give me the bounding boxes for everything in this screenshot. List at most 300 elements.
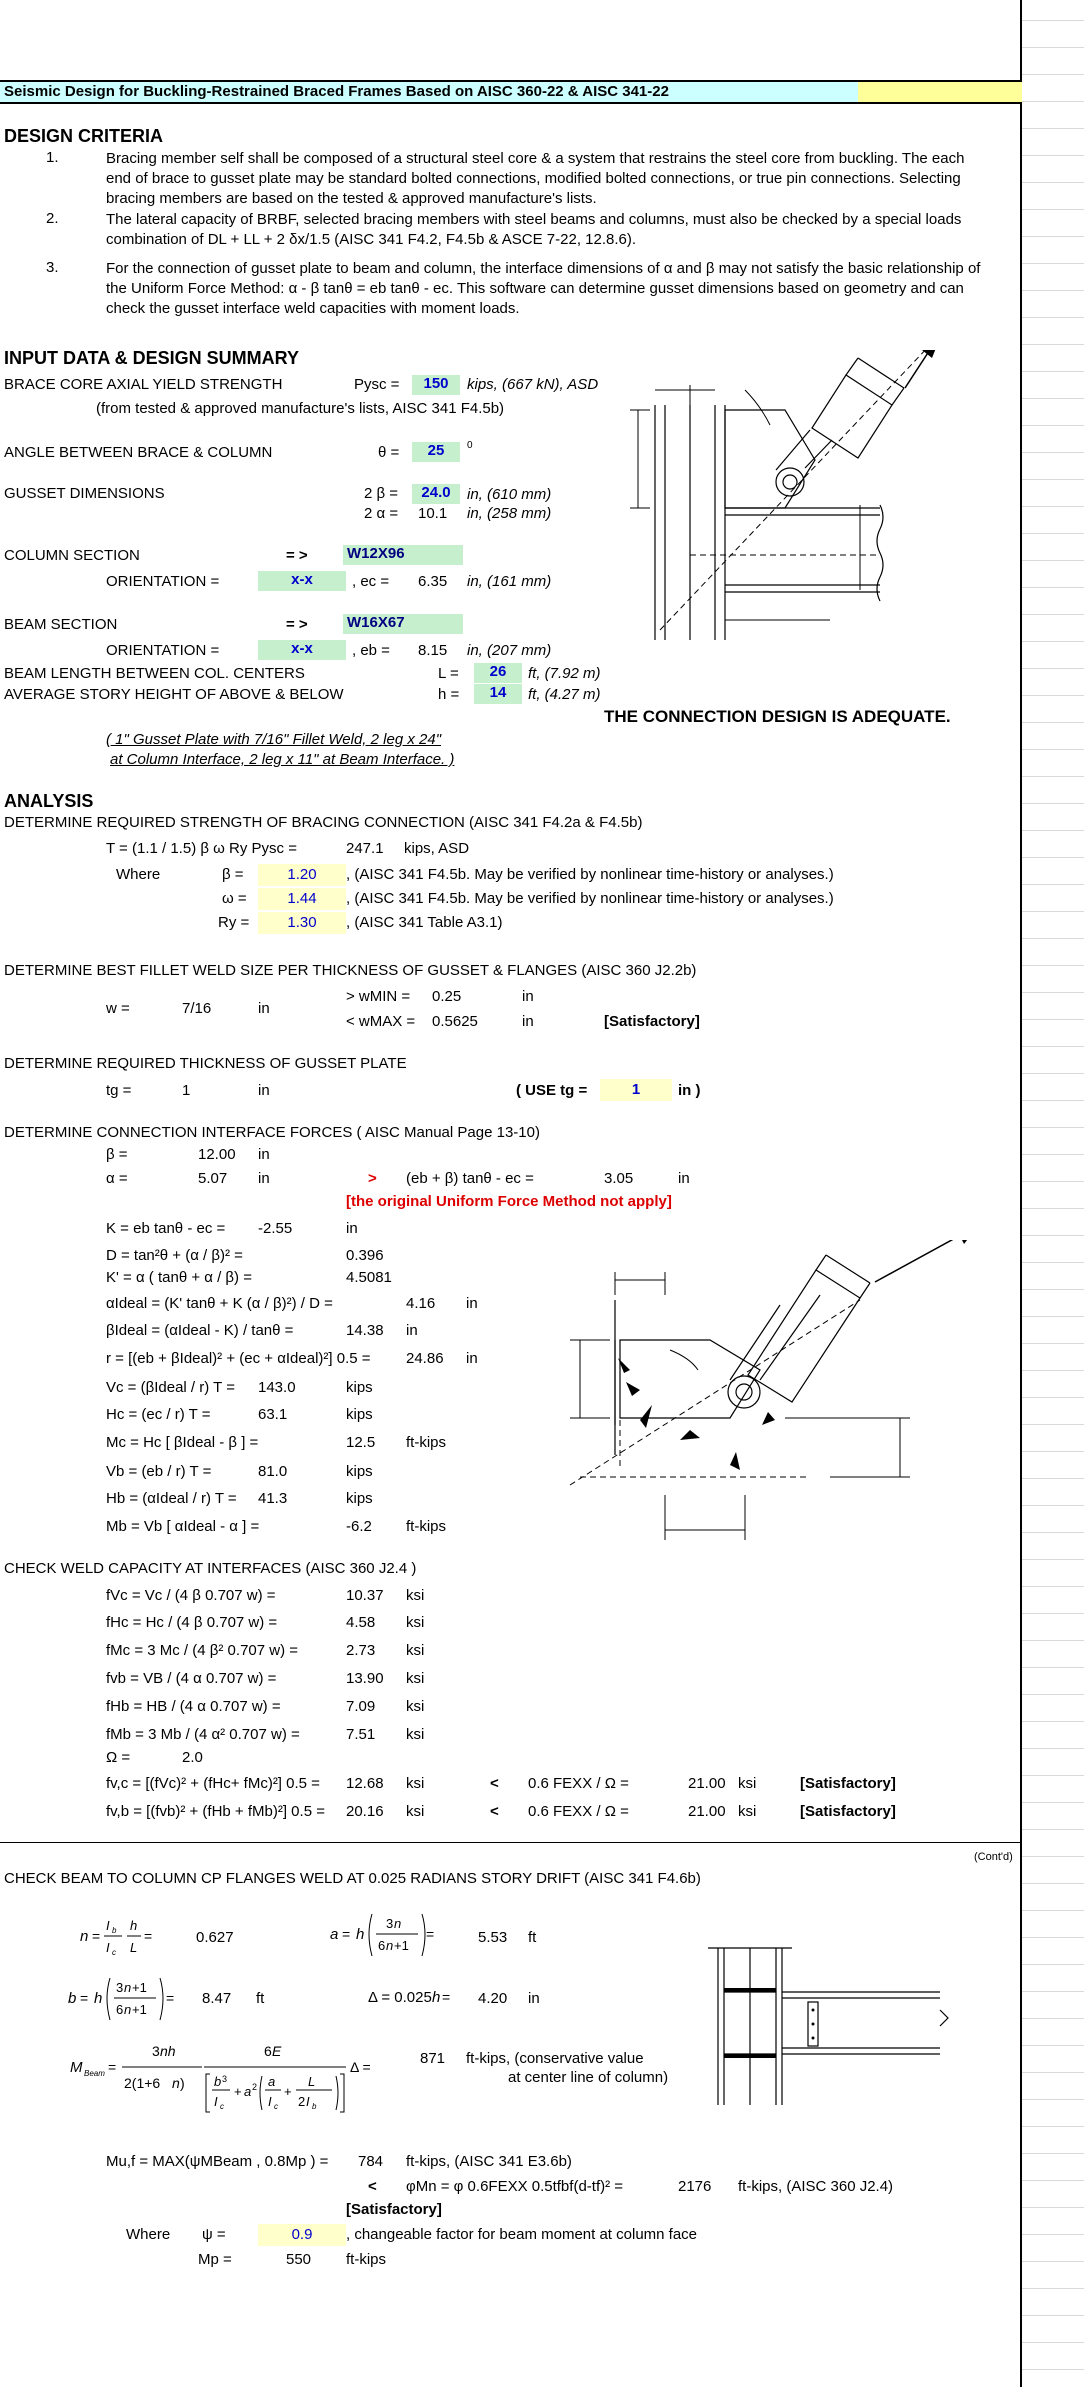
- svg-text:n: n: [394, 1916, 402, 1931]
- grid-line: [1022, 1694, 1084, 1695]
- svg-text:2(1+6: 2(1+6: [124, 2075, 161, 2091]
- svg-text:=: =: [166, 1990, 175, 2006]
- f-beta-symbol: β =: [106, 1146, 128, 1163]
- beta-symbol: β =: [222, 866, 244, 883]
- r-expr: r = [(eb + βIdeal)² + (ec + αIdeal)²] 0.5 =: [106, 1350, 371, 1367]
- grid-line: [1022, 1721, 1084, 1722]
- grid-line: [1022, 1478, 1084, 1479]
- Mc-value: 12.5: [346, 1434, 376, 1451]
- svg-text:+: +: [284, 2084, 292, 2099]
- grid-line: [1022, 1937, 1084, 1938]
- grid-line: [1022, 1829, 1084, 1830]
- omega-factor-symbol: Ω =: [106, 1749, 131, 1766]
- fHb-unit: ksi: [406, 1698, 425, 1715]
- pysc-input[interactable]: 150: [412, 375, 460, 395]
- theta-input[interactable]: 25: [412, 442, 460, 462]
- Vc-value: 143.0: [258, 1379, 296, 1396]
- degree-unit: 0: [467, 440, 473, 451]
- beta-ideal-unit: in: [406, 1322, 418, 1339]
- beta-ideal-value: 14.38: [346, 1322, 384, 1339]
- page-border: [1020, 0, 1022, 2387]
- grid-line: [1022, 1127, 1084, 1128]
- grid-line: [1022, 749, 1084, 750]
- Vb-value: 81.0: [258, 1463, 288, 1480]
- Ry-input[interactable]: 1.30: [258, 912, 346, 934]
- beta-note: , (AISC 341 F4.5b. May be verified by nonlinear time-history or analyses.): [346, 866, 834, 883]
- page-title: Seismic Design for Buckling-Restrained Braced Frames Based on AISC 360-22 & AISC 341-22: [4, 83, 669, 100]
- grid-line: [1022, 1856, 1084, 1857]
- grid-line: [1022, 20, 1084, 21]
- r-value: 24.86: [406, 1350, 444, 1367]
- grid-line: [1022, 1586, 1084, 1587]
- grid-line: [1022, 1316, 1084, 1317]
- grid-line: [1022, 263, 1084, 264]
- summary-line-1: ( 1" Gusset Plate with 7/16" Fillet Weld, 2 leg x 24": [106, 731, 442, 748]
- svg-text:+1: +1: [394, 1938, 409, 1953]
- grid-line: [1022, 1883, 1084, 1884]
- grid-line: [1022, 101, 1084, 102]
- Vb-expr: Vb = (eb / r) T =: [106, 1463, 212, 1480]
- D-value: 0.396: [346, 1247, 384, 1264]
- psi-note: , changeable factor for beam moment at column face: [346, 2226, 698, 2243]
- brace-label: BRACE CORE AXIAL YIELD STRENGTH: [4, 376, 283, 393]
- grid-line: [1022, 1910, 1084, 1911]
- use-tg-input[interactable]: 1: [600, 1079, 672, 1101]
- criteria-text-2: The lateral capacity of BRBF, selected bracing members with steel beams and columns, must also be checked by a special loads combination of DL + LL + 2 δx/1.5 (AISC 341 F4.2, F4.5b & ASCE 7-22, 12.8.6).: [106, 211, 962, 248]
- tg-unit: in: [258, 1082, 270, 1099]
- column-orientation-input[interactable]: x-x: [258, 571, 346, 591]
- criteria-text-3: For the connection of gusset plate to beam and column, the interface dimensions of α and β may not satisfy the basic relationship of the Uniform Force Method: α - β tanθ = eb tanθ - ec. This software can determine gusset dimensions based on geometry and can check the gusset interface weld capacities with moment loads.: [106, 260, 981, 317]
- T-expr: T = (1.1 / 1.5) β ω Ry Pysc =: [106, 840, 297, 857]
- flange-weld-status: [Satisfactory]: [346, 2201, 442, 2218]
- criteria-text-1: Bracing member self shall be composed of a structural steel core & a system that restrains the steel core from buckling. The each end of brace to gusset plate may be standard bolted connections, modified bolted connections, or true pin connections. Selecting bracing members are based on the tested & approved manufacture's lists.: [106, 150, 965, 207]
- grid-line: [1022, 2126, 1084, 2127]
- grid-line: [1022, 1667, 1084, 1668]
- svg-text:3: 3: [222, 2074, 228, 2084]
- ec-value: 6.35: [418, 573, 448, 590]
- svg-text:+1: +1: [132, 2002, 147, 2017]
- Ry-symbol: Ry =: [218, 914, 250, 931]
- grid-line: [1022, 803, 1084, 804]
- Ry-note: , (AISC 341 Table A3.1): [346, 914, 503, 931]
- muf-value: 784: [358, 2153, 384, 2170]
- lt-sign-3: <: [368, 2178, 377, 2195]
- grid-line: [1022, 1370, 1084, 1371]
- gusset-label: GUSSET DIMENSIONS: [4, 485, 165, 502]
- grid-line: [1022, 965, 1084, 966]
- h-input[interactable]: 14: [474, 684, 522, 704]
- grid-line: [1022, 452, 1084, 453]
- phimn-expr: φMn = φ 0.6FEXX 0.5tfbf(d-tf)² =: [406, 2178, 624, 2195]
- omega-factor-value: 2.0: [182, 1749, 203, 1766]
- grid-line: [1022, 1046, 1084, 1047]
- grid-line: [1022, 1775, 1084, 1776]
- svg-text:I: I: [268, 2094, 272, 2109]
- svg-text:n: n: [80, 1928, 89, 1945]
- fvc-combined-unit: ksi: [406, 1775, 425, 1792]
- fMb-value: 7.51: [346, 1726, 376, 1743]
- beam-label: BEAM SECTION: [4, 616, 118, 633]
- grid-line: [1022, 2153, 1084, 2154]
- wmin-value: 0.25: [432, 988, 462, 1005]
- grid-line: [1022, 290, 1084, 291]
- grid-line: [1022, 641, 1084, 642]
- phimn-unit: ft-kips, (AISC 360 J2.4): [738, 2178, 894, 2195]
- compare-expr: (eb + β) tanθ - ec =: [406, 1170, 534, 1187]
- phimn-value: 2176: [678, 2178, 712, 2195]
- svg-text:Δ = 0.025: Δ = 0.025: [368, 1989, 432, 2006]
- svg-text:=: =: [92, 1928, 101, 1944]
- svg-text:=: =: [442, 1989, 451, 2005]
- forces-heading: DETERMINE CONNECTION INTERFACE FORCES ( AISC Manual Page 13-10): [4, 1124, 540, 1141]
- delta-value: 4.20: [478, 1990, 508, 2007]
- n-value: 0.627: [196, 1929, 234, 1946]
- w-symbol: w =: [106, 1000, 130, 1017]
- grid-line: [1022, 1748, 1084, 1749]
- grid-line: [1022, 128, 1084, 129]
- svg-text:+1: +1: [132, 1980, 147, 1995]
- svg-text:h: h: [130, 1918, 138, 1933]
- grid-line: [1022, 695, 1084, 696]
- fMb-expr: fMb = 3 Mb / (4 α² 0.707 w) =: [106, 1726, 300, 1743]
- K-unit: in: [346, 1220, 358, 1237]
- alpha2-value: 10.1: [418, 505, 448, 522]
- T-value: 247.1: [346, 840, 384, 857]
- grid-line: [1022, 1181, 1084, 1182]
- svg-text:b: b: [112, 1926, 117, 1935]
- n-formula: [78, 1908, 168, 1964]
- grid-line: [1022, 2261, 1084, 2262]
- summary-line-2: at Column Interface, 2 leg x 11" at Beam Interface. ): [110, 751, 455, 768]
- weld-size-status: [Satisfactory]: [604, 1013, 700, 1030]
- compare-value: 3.05: [604, 1170, 634, 1187]
- Kp-value: 4.5081: [346, 1269, 392, 1286]
- greater-than: >: [368, 1170, 377, 1187]
- grid-line: [1022, 1154, 1084, 1155]
- fMc-unit: ksi: [406, 1642, 425, 1659]
- weld-size-heading: DETERMINE BEST FILLET WELD SIZE PER THICKNESS OF GUSSET & FLANGES (AISC 360 J2.2b): [4, 962, 697, 979]
- grid-line: [1022, 1289, 1084, 1290]
- criteria-heading: DESIGN CRITERIA: [4, 126, 164, 146]
- grid-line: [1022, 776, 1084, 777]
- grid-line: [1022, 74, 1084, 75]
- Hb-value: 41.3: [258, 1490, 288, 1507]
- grid-line: [1022, 1397, 1084, 1398]
- grid-line: [1022, 1451, 1084, 1452]
- muf-expr: Mu,f = MAX(ψMBeam , 0.8Mp ) =: [106, 2153, 329, 2170]
- alpha2-unit: in, (258 mm): [467, 505, 552, 522]
- fvc-unit: ksi: [406, 1587, 425, 1604]
- grid-line: [1022, 1802, 1084, 1803]
- Hc-value: 63.1: [258, 1406, 288, 1423]
- grid-line: [1022, 857, 1084, 858]
- grid-line: [1022, 182, 1084, 183]
- grid-line: [1022, 1343, 1084, 1344]
- Kp-expr: K' = α ( tanθ + α / β) =: [106, 1269, 252, 1286]
- muf-unit: ft-kips, (AISC 341 E3.6b): [406, 2153, 572, 2170]
- b-value: 8.47: [202, 1990, 232, 2007]
- svg-text:E: E: [272, 2043, 282, 2059]
- beam-section-input[interactable]: W16X67: [343, 614, 463, 634]
- svg-text:n: n: [172, 2075, 180, 2091]
- fvc-combined-expr: fv,c = [(fVc)² + (fHc+ fMc)²] 0.5 =: [106, 1775, 320, 1792]
- L-unit: ft, (7.92 m): [528, 665, 601, 682]
- svg-text:h: h: [94, 1990, 103, 2007]
- a-unit: ft: [528, 1929, 537, 1946]
- svg-text:2: 2: [298, 2094, 306, 2109]
- svg-text:c: c: [220, 2102, 224, 2111]
- fHc-value: 4.58: [346, 1614, 376, 1631]
- grid-line: [1022, 317, 1084, 318]
- column-orientation-label: ORIENTATION =: [106, 573, 220, 590]
- alpha-ideal-value: 4.16: [406, 1295, 436, 1312]
- Mc-expr: Mc = Hc [ βIdeal - β ] =: [106, 1434, 259, 1451]
- grid-line: [1022, 47, 1084, 48]
- r-unit: in: [466, 1350, 478, 1367]
- grid-line: [1022, 2234, 1084, 2235]
- grid-line: [1022, 884, 1084, 885]
- lt-sign-2: <: [490, 1803, 499, 1820]
- svg-text:n: n: [386, 1938, 394, 1953]
- grid-line: [1022, 1991, 1084, 1992]
- column-weld-status: [Satisfactory]: [800, 1775, 896, 1792]
- grid-line: [1022, 2072, 1084, 2073]
- beam-weld-status: [Satisfactory]: [800, 1803, 896, 1820]
- criteria-num-1: 1.: [46, 149, 59, 166]
- b-formula: [66, 1968, 180, 2028]
- fvc-value: 10.37: [346, 1587, 384, 1604]
- mbeam-formula: [68, 2030, 388, 2114]
- f-alpha-symbol: α =: [106, 1170, 128, 1187]
- svg-text:nh: nh: [160, 2043, 176, 2059]
- grid-line: [1022, 398, 1084, 399]
- h-symbol: h =: [438, 686, 460, 703]
- f-beta-value: 12.00: [198, 1146, 236, 1163]
- cap-expr-1: 0.6 FEXX / Ω =: [528, 1775, 629, 1792]
- use-tg-close: in ): [678, 1082, 701, 1099]
- drift-where-label: Where: [126, 2226, 171, 2243]
- input-heading: INPUT DATA & DESIGN SUMMARY: [4, 348, 299, 368]
- fvb-unit: ksi: [406, 1670, 425, 1687]
- grid-line: [1022, 560, 1084, 561]
- svg-text:b: b: [214, 2074, 222, 2089]
- grid-line: [1022, 1613, 1084, 1614]
- adequacy-status: THE CONNECTION DESIGN IS ADEQUATE.: [604, 707, 951, 726]
- svg-text:): ): [180, 2075, 185, 2091]
- beam-arrow: = >: [286, 616, 308, 633]
- svg-text:3: 3: [386, 1916, 394, 1931]
- fMc-expr: fMc = 3 Mc / (4 β² 0.707 w) =: [106, 1642, 299, 1659]
- grid-line: [1022, 425, 1084, 426]
- L-input[interactable]: 26: [474, 663, 522, 683]
- analysis-heading: ANALYSIS: [4, 791, 94, 811]
- psi-symbol: ψ =: [202, 2226, 226, 2243]
- f-alpha-value: 5.07: [198, 1170, 228, 1187]
- lt-sign-1: <: [490, 1775, 499, 1792]
- grid-line: [1022, 668, 1084, 669]
- grid-line: [1022, 992, 1084, 993]
- fvb-combined-value: 20.16: [346, 1803, 384, 1820]
- grid-line: [1022, 938, 1084, 939]
- omega-note: , (AISC 341 F4.5b. May be verified by nonlinear time-history or analyses.): [346, 890, 834, 907]
- fvc-expr: fVc = Vc / (4 β 0.707 w) =: [106, 1587, 276, 1604]
- svg-text:6: 6: [116, 2002, 124, 2017]
- Vb-unit: kips: [346, 1463, 373, 1480]
- Mc-unit: ft-kips: [406, 1434, 447, 1451]
- brace-note: (from tested & approved manufacture's lists, AISC 341 F4.5b): [96, 400, 505, 417]
- grid-line: [1022, 1559, 1084, 1560]
- interface-forces-diagram: [530, 1240, 1020, 1570]
- fvb-combined-unit: ksi: [406, 1803, 425, 1820]
- wmax-symbol: < wMAX =: [346, 1013, 416, 1030]
- where-label: Where: [116, 866, 161, 883]
- beam-column-diagram: [700, 1940, 960, 2110]
- gusset-thickness-heading: DETERMINE REQUIRED THICKNESS OF GUSSET PLATE: [4, 1055, 407, 1072]
- fHc-unit: ksi: [406, 1614, 425, 1631]
- svg-text:=: =: [80, 1990, 89, 2006]
- grid-line: [1022, 722, 1084, 723]
- grid-line: [1022, 587, 1084, 588]
- Mb-value: -6.2: [346, 1518, 372, 1535]
- cap-value-1: 21.00: [688, 1775, 726, 1792]
- svg-text:I: I: [306, 2094, 310, 2109]
- alpha2-symbol: 2 α =: [364, 505, 399, 522]
- cap-unit-1: ksi: [738, 1775, 757, 1792]
- beta-input[interactable]: 1.20: [258, 864, 346, 886]
- tg-value: 1: [182, 1082, 191, 1099]
- f-beta-unit: in: [258, 1146, 270, 1163]
- svg-text:3: 3: [152, 2043, 160, 2059]
- svg-text:2: 2: [252, 2082, 258, 2092]
- svg-text:=: =: [144, 1928, 153, 1944]
- grid-line: [1022, 1019, 1084, 1020]
- K-expr: K = eb tanθ - ec =: [106, 1220, 226, 1237]
- grid-line: [1022, 155, 1084, 156]
- weld-capacity-heading: CHECK WELD CAPACITY AT INTERFACES (AISC 360 J2.4 ): [4, 1560, 417, 1577]
- b-unit: ft: [256, 1990, 265, 2007]
- pysc-unit: kips, (667 kN), ASD: [467, 376, 599, 393]
- criteria-num-2: 2.: [46, 210, 59, 227]
- cap-expr-2: 0.6 FEXX / Ω =: [528, 1803, 629, 1820]
- grid-line: [1022, 1532, 1084, 1533]
- beam-orientation-input[interactable]: x-x: [258, 640, 346, 660]
- psi-input[interactable]: 0.9: [258, 2224, 346, 2246]
- svg-text:L: L: [308, 2074, 316, 2089]
- fHb-value: 7.09: [346, 1698, 376, 1715]
- svg-text:Δ =: Δ =: [350, 2059, 371, 2075]
- Hb-expr: Hb = (αIdeal / r) T =: [106, 1490, 237, 1507]
- svg-text:L: L: [130, 1940, 138, 1955]
- use-tg-open: ( USE tg =: [516, 1082, 588, 1099]
- svg-text:=: =: [426, 1926, 435, 1942]
- grid-line: [1022, 533, 1084, 534]
- beam-length-label: BEAM LENGTH BETWEEN COL. CENTERS: [4, 665, 305, 682]
- omega-symbol: ω =: [222, 890, 247, 907]
- grid-line: [1022, 371, 1084, 372]
- drift-heading: CHECK BEAM TO COLUMN CP FLANGES WELD AT 0.025 RADIANS STORY DRIFT (AISC 341 F4.6b): [4, 1870, 701, 1887]
- fMb-unit: ksi: [406, 1726, 425, 1743]
- grid-line: [1022, 2207, 1084, 2208]
- grid-line: [1022, 1235, 1084, 1236]
- Mb-unit: ft-kips: [406, 1518, 447, 1535]
- svg-text:b: b: [312, 2102, 317, 2111]
- svg-text:6: 6: [264, 2043, 272, 2059]
- w-value: 7/16: [182, 1000, 212, 1017]
- gusset-connection-diagram: [600, 350, 1020, 640]
- svg-text:I: I: [214, 2094, 218, 2109]
- grid-line: [1022, 506, 1084, 507]
- svg-text:=: =: [342, 1926, 351, 1942]
- Hc-unit: kips: [346, 1406, 373, 1423]
- grid-line: [1022, 1100, 1084, 1101]
- svg-text:I: I: [106, 1940, 110, 1955]
- wmax-value: 0.5625: [432, 1013, 478, 1030]
- Mb-expr: Mb = Vb [ αIdeal - α ] =: [106, 1518, 260, 1535]
- column-section-input[interactable]: W12X96: [343, 545, 463, 565]
- fHb-expr: fHb = HB / (4 α 0.707 w) =: [106, 1698, 281, 1715]
- continued-label: (Cont'd): [974, 1851, 1013, 1863]
- cap-unit-2: ksi: [738, 1803, 757, 1820]
- grid-line: [1022, 2315, 1084, 2316]
- h-unit: ft, (4.27 m): [528, 686, 601, 703]
- grid-line: [1022, 2099, 1084, 2100]
- omega-input[interactable]: 1.44: [258, 888, 346, 910]
- req-strength-heading: DETERMINE REQUIRED STRENGTH OF BRACING CONNECTION (AISC 341 F4.2a & F4.5b): [4, 814, 643, 831]
- column-arrow: = >: [286, 547, 308, 564]
- grid-line: [1022, 2342, 1084, 2343]
- beta2-symbol: 2 β =: [364, 485, 399, 502]
- svg-text:b: b: [68, 1990, 77, 2007]
- grid-line: [1022, 2288, 1084, 2289]
- grid-line: [1022, 830, 1084, 831]
- fHc-expr: fHc = Hc / (4 β 0.707 w) =: [106, 1614, 278, 1631]
- grid-line: [1022, 1505, 1084, 1506]
- Hc-expr: Hc = (ec / r) T =: [106, 1406, 211, 1423]
- grid-line: [1022, 2369, 1084, 2370]
- svg-text:=: =: [108, 2059, 117, 2075]
- grid-line: [1022, 236, 1084, 237]
- angle-label: ANGLE BETWEEN BRACE & COLUMN: [4, 444, 273, 461]
- svg-text:I: I: [106, 1918, 110, 1933]
- a-value: 5.53: [478, 1929, 508, 1946]
- fvb-combined-expr: fv,b = [(fvb)² + (fHb + fMb)²] 0.5 =: [106, 1803, 325, 1820]
- grid-line: [1022, 209, 1084, 210]
- ec-symbol: , ec =: [352, 573, 390, 590]
- fvb-value: 13.90: [346, 1670, 384, 1687]
- grid-line: [1022, 1424, 1084, 1425]
- wmin-symbol: > wMIN =: [346, 988, 411, 1005]
- tg-symbol: tg =: [106, 1082, 132, 1099]
- alpha-ideal-expr: αIdeal = (K' tanθ + K (α / β)²) / D =: [106, 1295, 333, 1312]
- mbeam-unit: ft-kips, (conservative value: [466, 2050, 644, 2067]
- grid-line: [1022, 2018, 1084, 2019]
- svg-text:Beam: Beam: [84, 2069, 105, 2078]
- D-expr: D = tan²θ + (α / β)² =: [106, 1247, 243, 1264]
- wmin-unit: in: [522, 988, 534, 1005]
- beta2-unit: in, (610 mm): [467, 486, 552, 503]
- grid-line: [1022, 1208, 1084, 1209]
- svg-text:6: 6: [378, 1938, 386, 1953]
- delta-unit: in: [528, 1990, 540, 2007]
- svg-text:n: n: [124, 1980, 132, 1995]
- svg-text:3: 3: [116, 1980, 124, 1995]
- delta-formula: [366, 1980, 456, 2012]
- Vc-unit: kips: [346, 1379, 373, 1396]
- mbeam-unit-2: at center line of column): [508, 2069, 669, 2086]
- grid-line: [1022, 1964, 1084, 1965]
- mp-unit: ft-kips: [346, 2251, 387, 2268]
- beta2-input[interactable]: 24.0: [412, 484, 460, 504]
